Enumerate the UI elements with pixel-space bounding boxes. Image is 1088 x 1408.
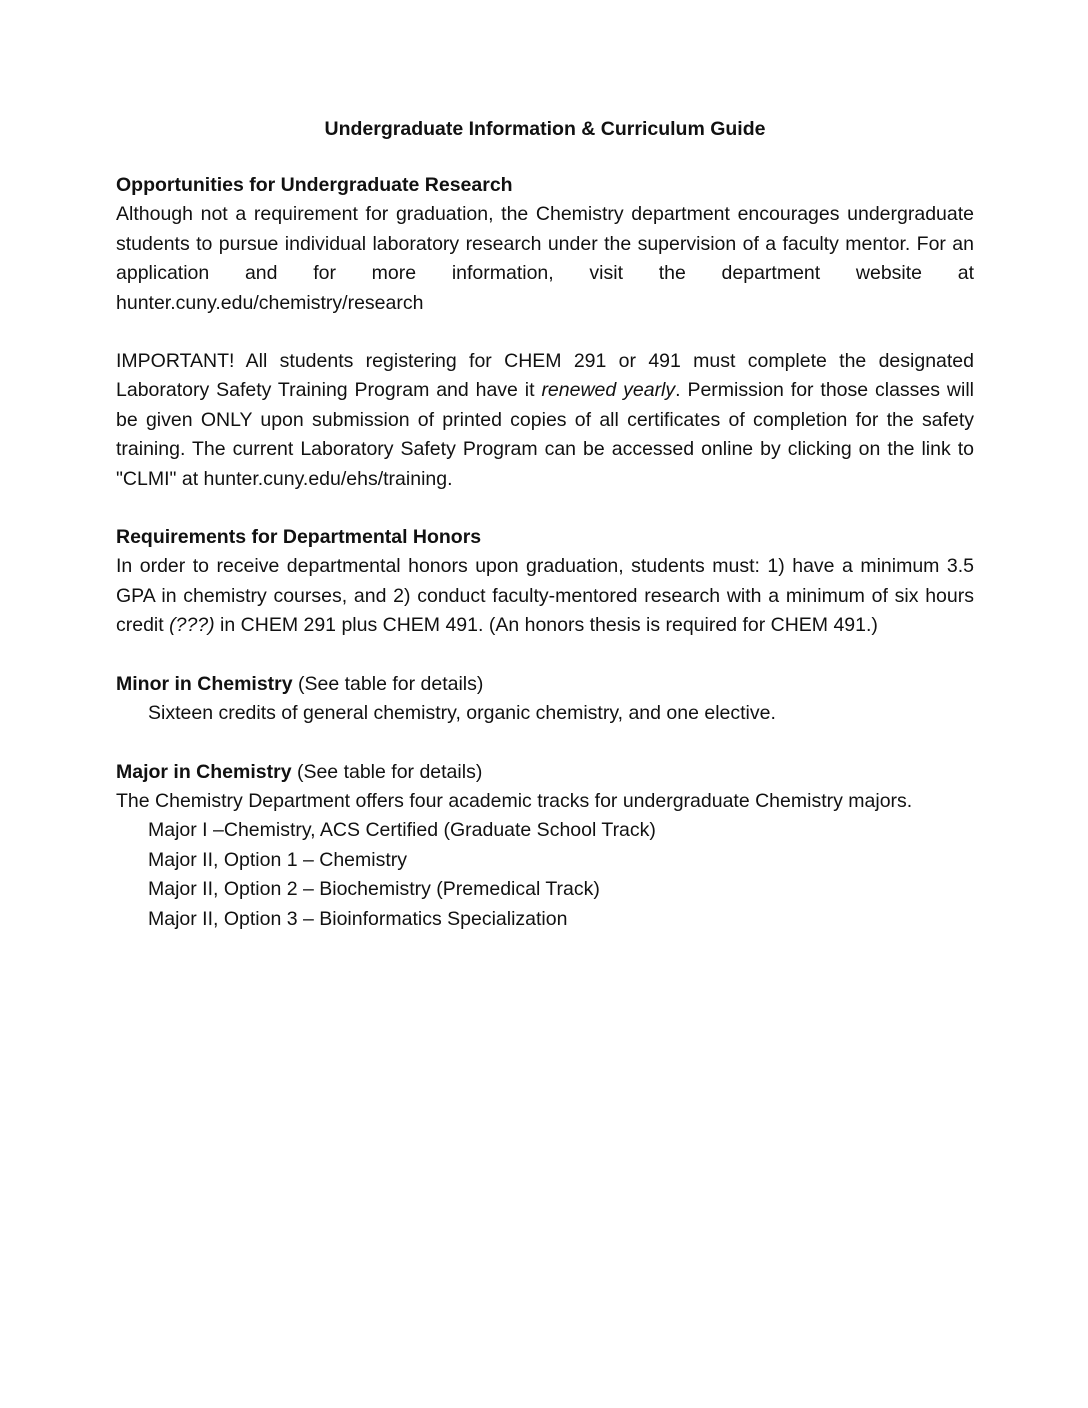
minor-description: Sixteen credits of general chemistry, organic chemistry, and one elective. [148,702,776,725]
safety-text-after: . Permission for those classes will be given ONLY upon submission of printed copies of all certificates of completion for the safety training. The current Laboratory Safety Program can be accessed online by clicking on the link to "CLMI" at hunter.cuny.edu/ehs/training. [116,379,974,490]
safety-notice [116,347,974,494]
major-section [116,758,974,934]
minor-heading: Minor in Chemistry [116,672,293,695]
list-item: Major II, Option 1 – Chemistry [148,848,408,871]
minor-note: (See table for details) [292,672,484,695]
research-section [116,171,974,318]
honors-heading: Requirements for Departmental Honors [116,526,482,549]
research-body: Although not a requirement for graduation, the Chemistry department encourages undergraduate students to pursue individual laboratory research under the supervision of a faculty mentor. For an application and for more information, visit the department website at hunter.cuny.edu/chemistry/research [116,203,974,314]
safety-emphasis: renewed yearly [541,379,676,402]
minor-heading-line [116,670,974,699]
honors-body [116,552,974,640]
safety-text-before: IMPORTANT! All students registering for CHEM 291 or 491 must complete the designated Laboratory Safety Training Program and have it [116,350,974,402]
honors-text-before: In order to receive departmental honors upon graduation, students must: 1) have a minimum 3.5 GPA in chemistry courses, and 2) conduct faculty-mentored research with a minimum of six hours credit [116,555,974,637]
honors-text-after: in CHEM 291 plus CHEM 491. (An honors thesis is required for CHEM 491.) [214,614,878,637]
list-item: Major II, Option 3 – Bioinformatics Specialization [148,907,568,930]
major-track-list [116,816,974,934]
safety-body [116,347,974,494]
major-heading-line [116,758,974,787]
document-title: Undergraduate Information & Curriculum Guide [324,118,766,140]
research-heading: Opportunities for Undergraduate Research [116,174,513,196]
document-page [116,116,974,963]
list-item: Major II, Option 2 – Biochemistry (Premedical Track) [148,878,600,901]
major-note: (See table for details) [291,760,483,783]
major-heading: Major in Chemistry [116,760,292,783]
major-intro: The Chemistry Department offers four academic tracks for undergraduate Chemistry majors. [116,789,913,812]
minor-section [116,670,974,729]
list-item: Major I –Chemistry, ACS Certified (Graduate School Track) [148,819,656,842]
honors-emphasis: (???) [169,614,215,637]
honors-section [116,523,974,641]
